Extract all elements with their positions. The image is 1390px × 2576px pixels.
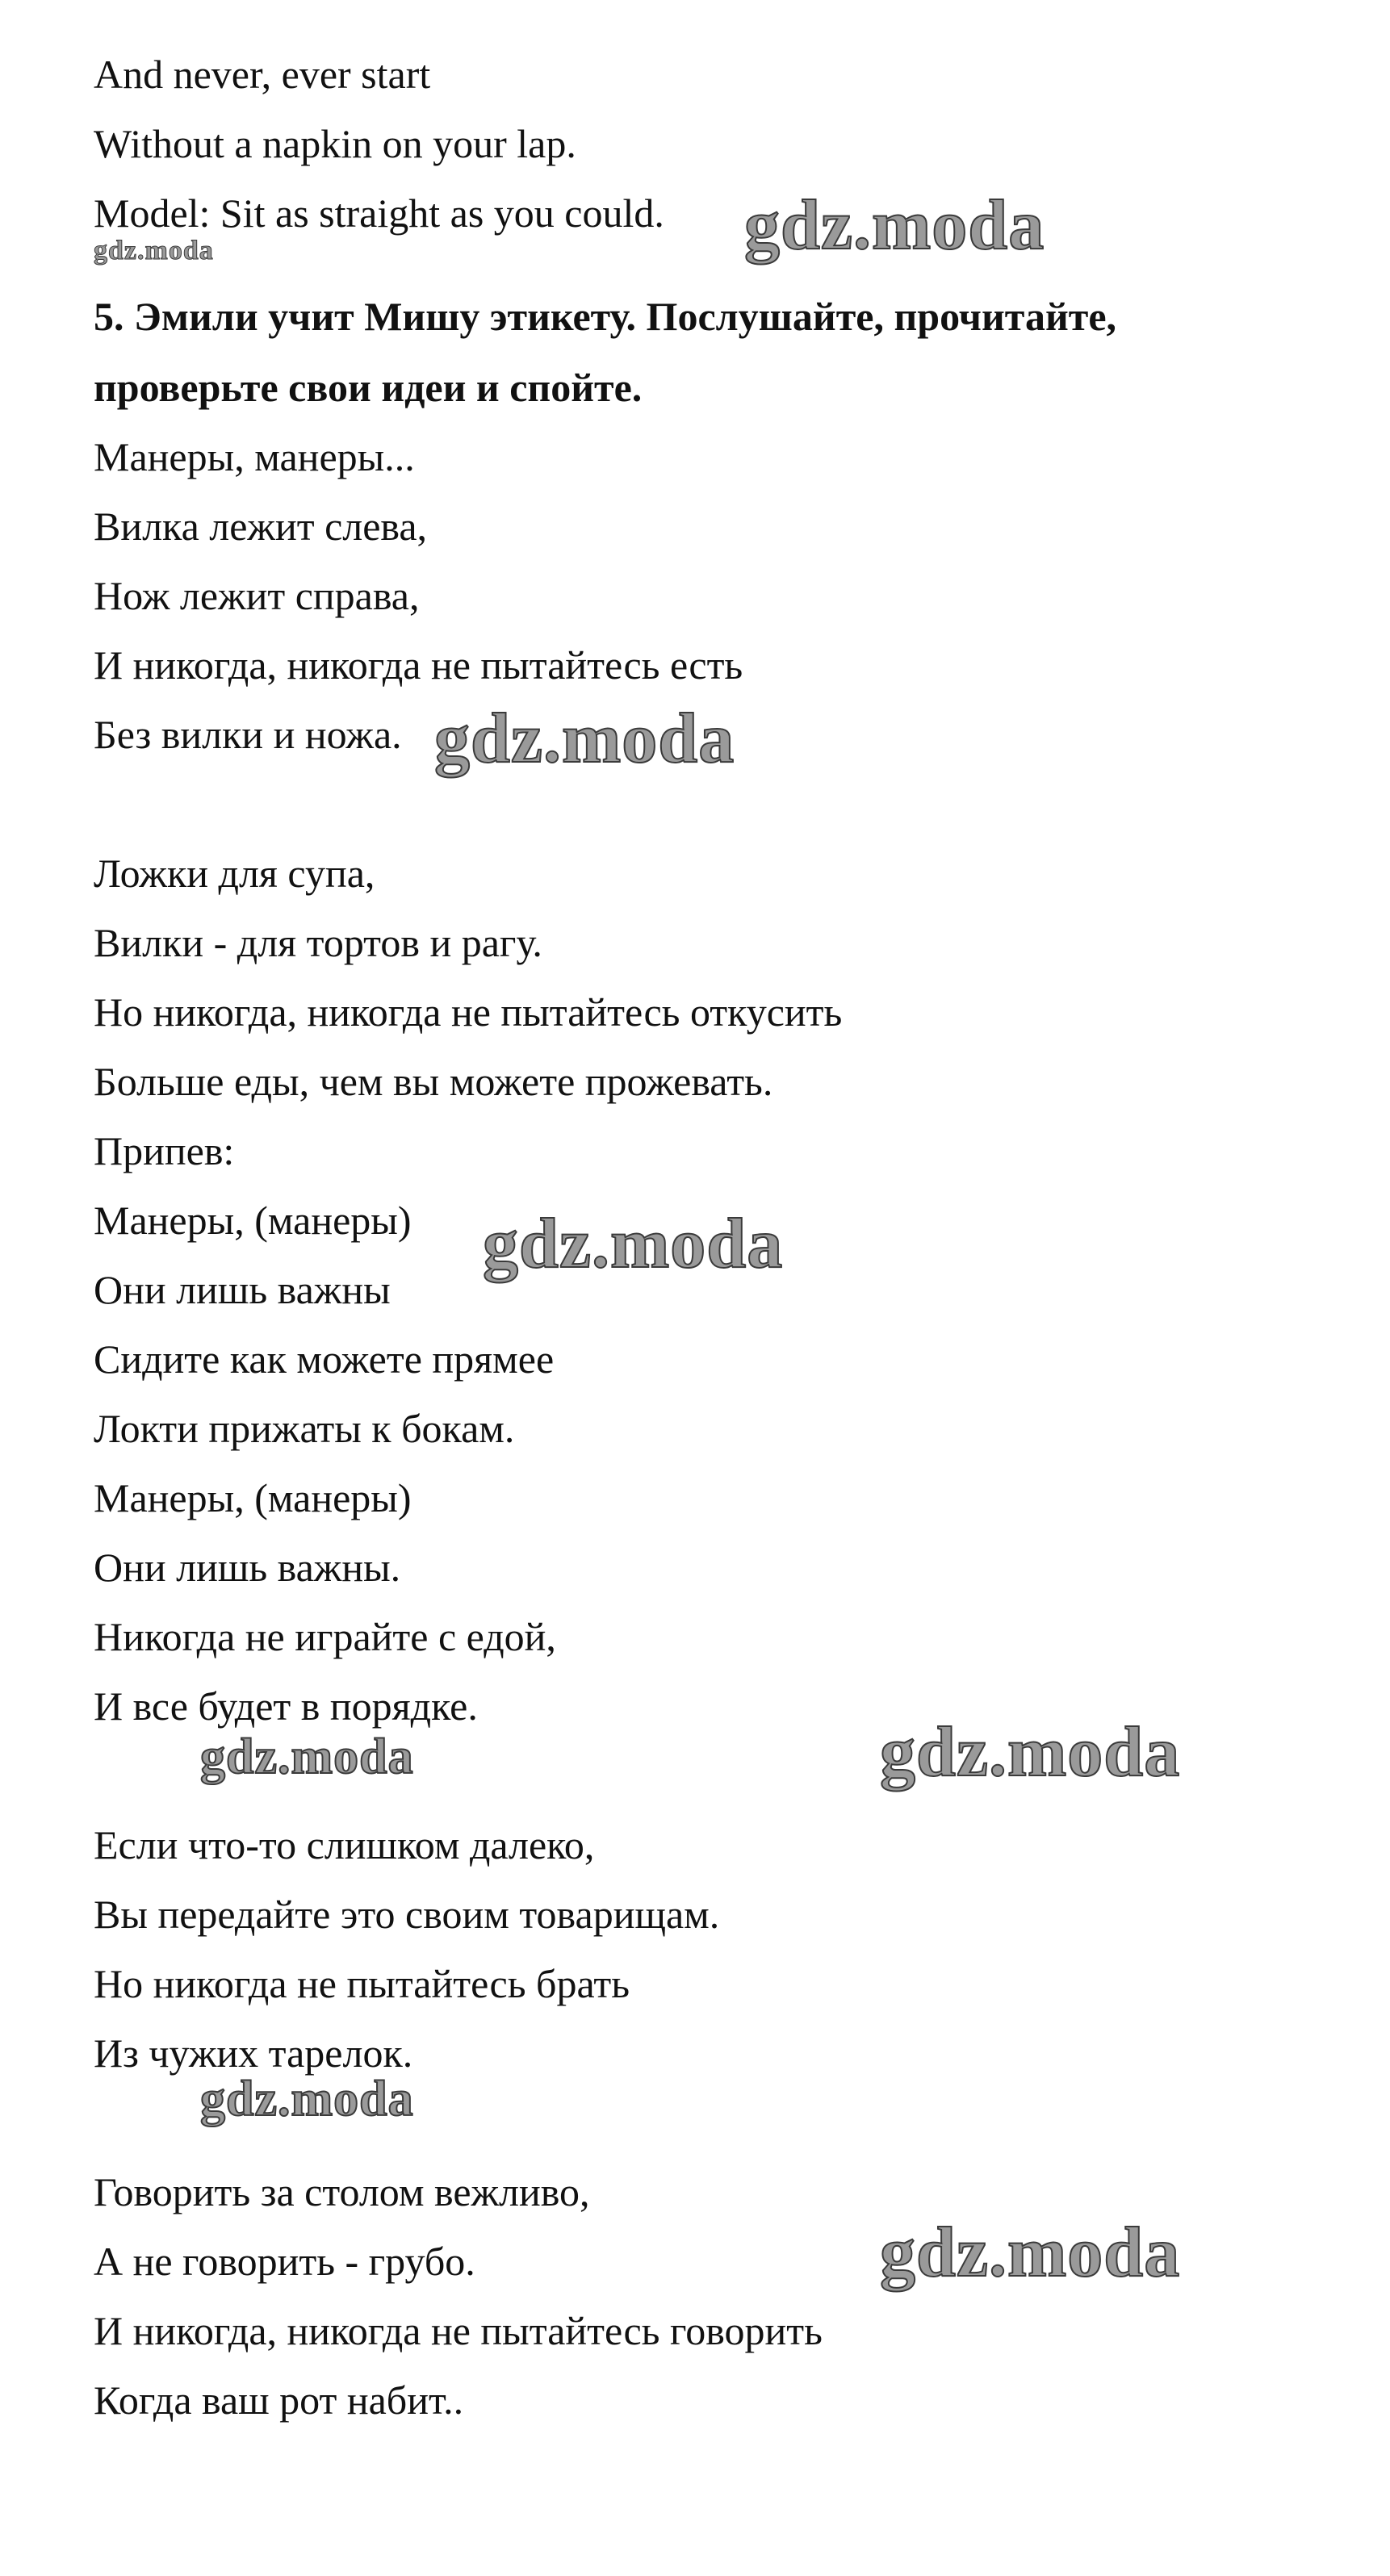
text-line: Model: Sit as straight as you could. [94,190,664,236]
text-line: Нож лежит справа, [94,573,420,618]
text-line: Сидите как можете прямее [94,1336,555,1382]
text-line: And never, ever start [94,52,431,97]
text-line: Манеры, манеры... [94,434,415,479]
text-line: Но никогда, никогда не пытайтесь откусить [94,989,843,1035]
text-line: Манеры, (манеры) [94,1475,412,1520]
text-line: Вы передайте это своим товарищам. [94,1892,720,1937]
watermark-logo: gdz.moda [483,1205,784,1283]
watermark-logo: gdz.moda [94,236,214,266]
text-line: И никогда, никогда не пытайтесь есть [94,642,743,688]
text-line: Больше еды, чем вы можете прожевать. [94,1059,773,1104]
text-line: Вилка лежит слева, [94,504,428,549]
text-line: Никогда не играйте с едой, [94,1614,556,1659]
watermark-logo: gdz.moda [200,1729,414,1784]
text-line: Они лишь важны. [94,1545,401,1590]
text-line: Но никогда не пытайтесь брать [94,1961,630,2006]
exercise-heading-continued: проверьте свои идеи и спойте. [94,365,643,410]
text-line: И все будет в порядке. [94,1683,478,1729]
text-line: Ложки для супа, [94,851,375,896]
text-line: Они лишь важны [94,1267,391,1312]
watermark-logo: gdz.moda [744,186,1045,265]
text-line: Локти прижаты к бокам. [94,1406,515,1451]
exercise-heading: 5. Эмили учит Мишу этикету. Послушайте, прочитайте, [94,294,1117,339]
text-line: Говорить за столом вежливо, [94,2169,590,2214]
text-line: Without a napkin on your lap. [94,121,576,166]
refrain-label: Припев: [94,1128,235,1173]
text-line: А не говорить - грубо. [94,2239,475,2284]
watermark-logo: gdz.moda [880,1713,1181,1792]
text-line: Если что-то слишком далеко, [94,1822,595,1867]
text-line: И никогда, никогда не пытайтесь говорить [94,2308,823,2353]
text-line: Без вилки и ножа. [94,712,402,757]
watermark-logo: gdz.moda [880,2214,1181,2292]
text-line: Вилки - для тортов и рагу. [94,920,542,965]
text-line: Из чужих тарелок. [94,2030,413,2076]
text-line: Когда ваш рот набит.. [94,2377,464,2423]
text-line: Манеры, (манеры) [94,1198,412,1243]
watermark-logo: gdz.moda [200,2072,414,2126]
watermark-logo: gdz.moda [434,700,735,778]
